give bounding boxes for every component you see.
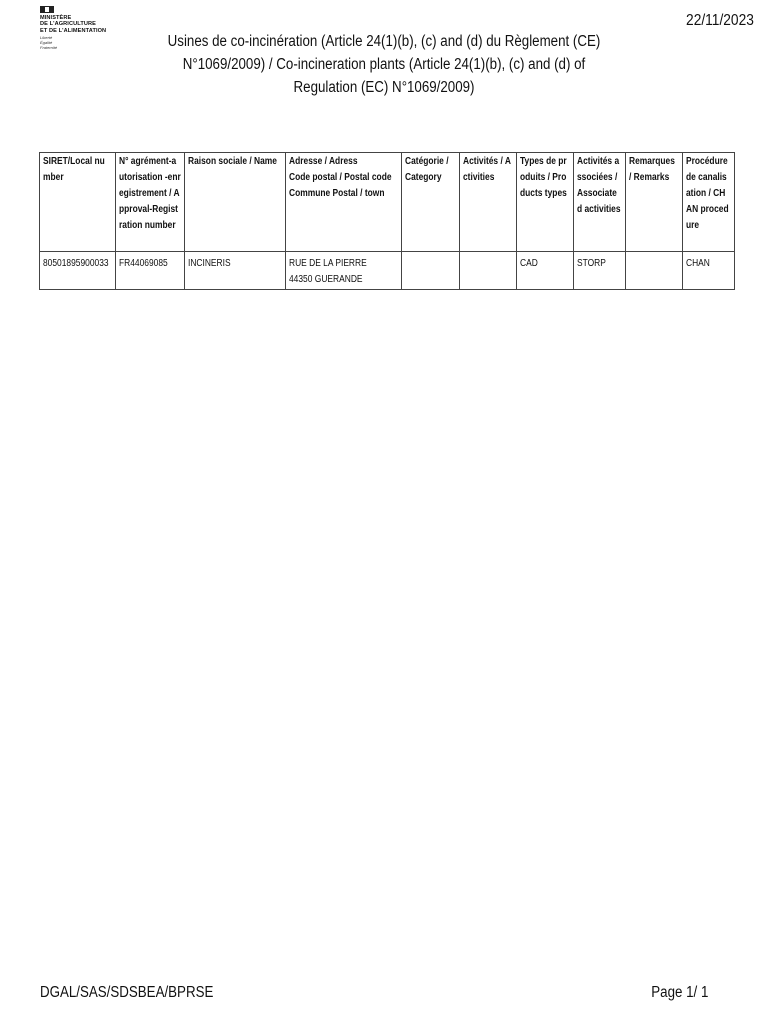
cell-product-types: CAD [517,252,574,290]
cell-activities [460,252,517,290]
cell-name: INCINERIS [185,252,286,290]
logo-motto [40,35,120,50]
header-name: Raison sociale / Name [185,153,286,252]
header-activities: Activités / Activities [460,153,517,252]
marianne-flag-icon [40,6,54,13]
header-siret: SIRET/Local number [40,153,116,252]
cell-chan-procedure: CHAN [683,252,735,290]
header-category: Catégorie / Category [402,153,460,252]
header-product-types: Types de produits / Products types [517,153,574,252]
establishments-table [39,152,735,290]
footer-department: DGAL/SAS/SDSBEA/BPRSE [40,984,214,1001]
header-associated-activities: Activités associées / Associated activities [574,153,626,252]
footer-page-number: Page 1/ 1 [650,984,708,1001]
motto-fraternite: Fraternité [40,45,58,51]
document-date: 22/11/2023 [686,12,754,29]
ministry-logo [40,6,120,50]
header-remarks: Remarques / Remarks [626,153,683,252]
cell-category [402,252,460,290]
logo-line-1: MINISTÈRE [40,15,72,21]
cell-remarks [626,252,683,290]
table-row [40,252,735,290]
logo-line-2: DE L'AGRICULTURE [40,21,96,28]
header-approval-number: N° agrément-autorisation -enregistrement / Approval-Registration number [116,153,185,252]
cell-associated-activities: STORP [574,252,626,290]
cell-approval-number: FR44069085 [116,252,185,290]
header-chan-procedure: Procédure de canalisation / CHAN procedure [683,153,735,252]
cell-siret: 80501895900033 [40,252,116,290]
table-header-row [40,153,735,252]
header-address: Adresse / Adress Code postal / Postal code Commune Postal / town [286,153,402,252]
logo-line-3: ET DE L'ALIMENTATION [40,27,107,34]
cell-address: RUE DE LA PIERRE 44350 GUERANDE [286,252,402,290]
motto-egalite: Égalité [40,40,53,46]
document-title: Usines de co-incinération (Article 24(1)(b), (c) and (d) du Règlement (CE) N°1069/2009) / Co-incineration plants (Article 24(1)(b), (c) and (d) of Regulation (EC) N°1069/2009) [167,33,601,96]
motto-liberte: Liberté [40,35,53,41]
